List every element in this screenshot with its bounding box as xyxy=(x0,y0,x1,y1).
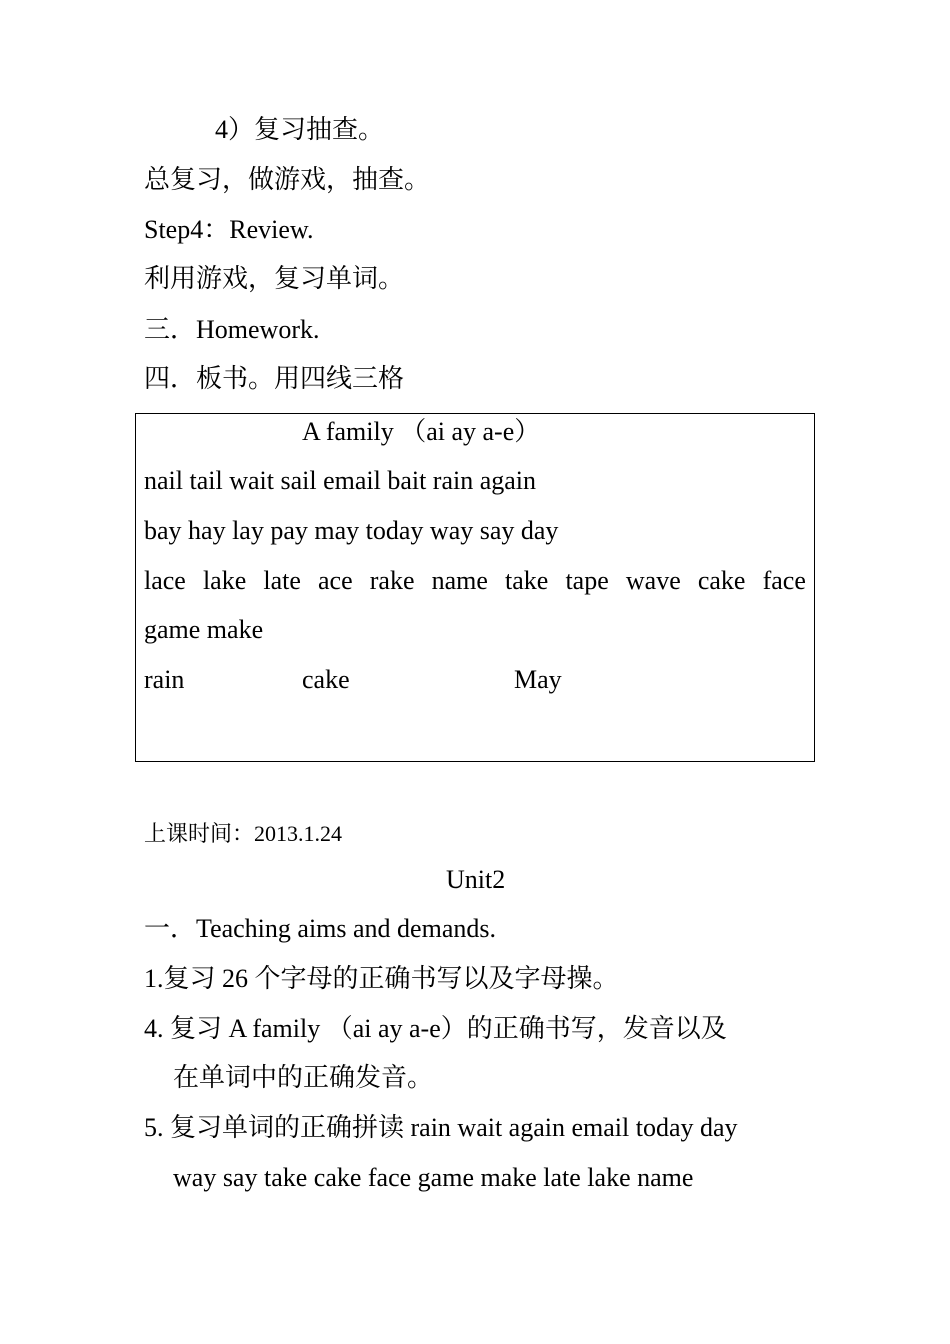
board-word: cake xyxy=(697,566,746,595)
board-word: tape xyxy=(565,566,609,595)
general-review-line: 总复习，做游戏，抽查。 xyxy=(144,165,431,194)
board-word: lace xyxy=(144,566,186,595)
board-word: lake xyxy=(202,566,247,595)
board-ai-words: nail tail wait sail email bait rain again xyxy=(144,466,537,495)
blackboard-box xyxy=(135,413,815,762)
board-word: rake xyxy=(369,566,415,595)
board-word: name xyxy=(431,566,488,595)
unit-title: Unit2 xyxy=(446,865,506,894)
aim-item-cont: 在单词中的正确发音。 xyxy=(173,1063,434,1092)
board-example-rain: rain xyxy=(144,665,185,694)
homework-heading: 三．Homework. xyxy=(144,315,320,344)
step4-heading: Step4：Review. xyxy=(144,215,314,244)
board-example-cake: cake xyxy=(302,665,350,694)
board-word: face xyxy=(762,566,806,595)
board-title: A family （ai ay a-e） xyxy=(302,417,541,446)
review-check-step: 4）复习抽查。 xyxy=(215,115,385,144)
aim-item: 5. 复习单词的正确拼读 rain wait again email today day xyxy=(144,1113,738,1142)
lesson-time: 上课时间：2013.1.24 xyxy=(144,821,343,846)
game-review-line: 利用游戏，复习单词。 xyxy=(144,264,405,293)
board-a-e-words xyxy=(144,565,806,597)
blackboard-heading: 四．板书。用四线三格 xyxy=(144,364,405,393)
board-word: take xyxy=(505,566,549,595)
board-word: late xyxy=(263,566,301,595)
aims-heading: 一．Teaching aims and demands. xyxy=(144,914,496,943)
board-ay-words: bay hay lay pay may today way say day xyxy=(144,516,559,545)
board-example-may: May xyxy=(514,665,562,694)
aim-item-cont: way say take cake face game make late lake name xyxy=(173,1163,694,1192)
board-a-e-words-cont: game make xyxy=(144,615,264,644)
aim-item: 4. 复习 A family （ai ay a-e）的正确书写，发音以及 xyxy=(144,1014,727,1043)
aim-item: 1.复习 26 个字母的正确书写以及字母操。 xyxy=(144,964,619,993)
board-word: ace xyxy=(318,566,353,595)
board-word: wave xyxy=(625,566,681,595)
